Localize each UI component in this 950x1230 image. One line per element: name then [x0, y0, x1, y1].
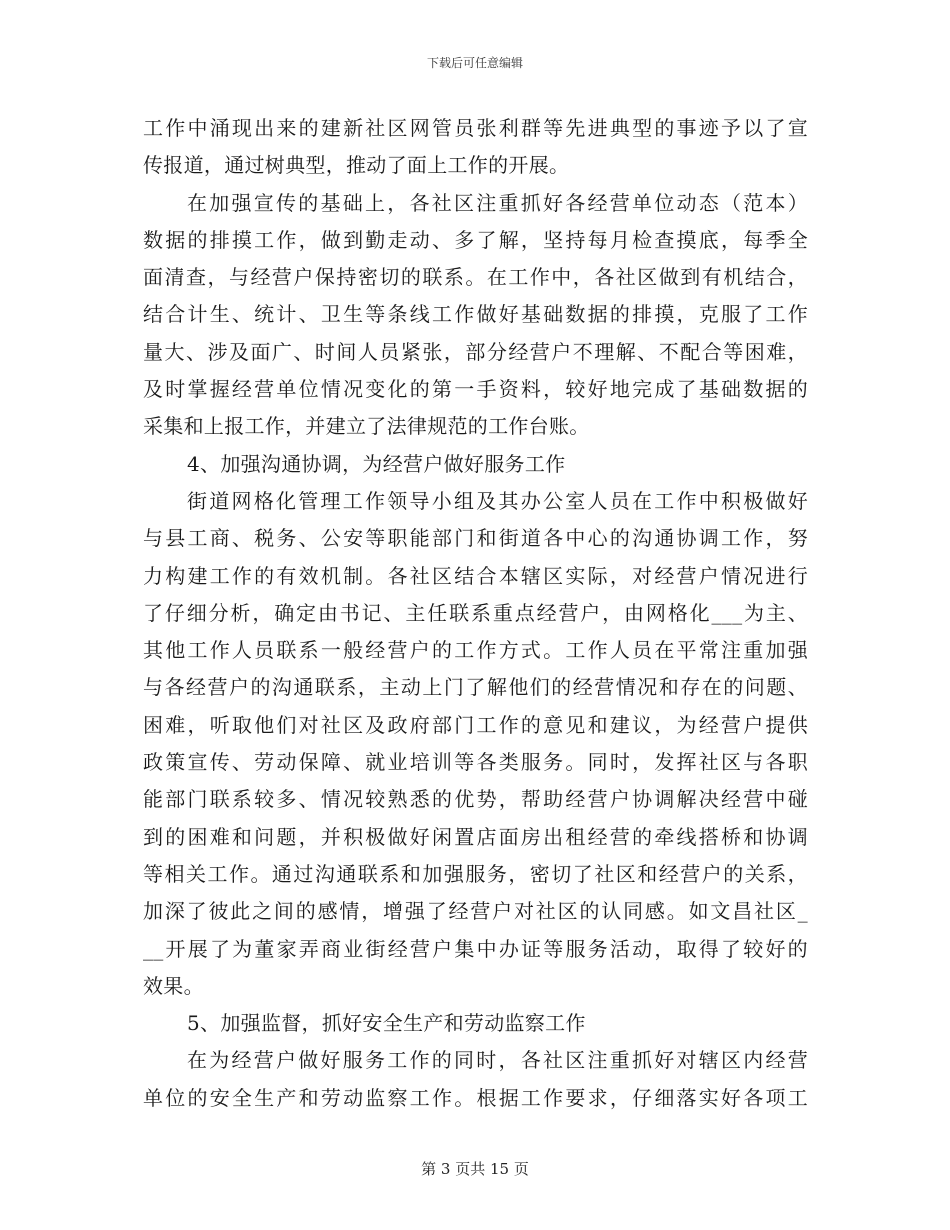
text-line: 面清查，与经营户保持密切的联系。在工作中，各社区做到有机结合，	[143, 265, 808, 290]
text-line: 采集和上报工作，并建立了法律规范的工作台账。	[143, 414, 590, 439]
text-line: 及时掌握经营单位情况变化的第一手资料，较好地完成了基础数据的	[143, 377, 808, 402]
text-line: 结合计生、统计、卫生等条线工作做好基础数据的排摸，克服了工作	[143, 302, 808, 327]
text-line: 量大、涉及面广、时间人员紧张，部分经营户不理解、不配合等困难，	[143, 339, 808, 364]
text-line: 与各经营户的沟通联系，主动上门了解他们的经营情况和存在的问题、	[143, 675, 808, 700]
text-line: 在为经营户做好服务工作的同时，各社区注重抓好对辖区内经营	[187, 1048, 808, 1073]
text-line: 加深了彼此之间的感情，增强了经营户对社区的认同感。如文昌社区_	[143, 899, 808, 924]
text-line: 街道网格化管理工作领导小组及其办公室人员在工作中积极做好	[187, 488, 808, 513]
text-line: 到的困难和问题，并积极做好闲置店面房出租经营的牵线搭桥和协调	[143, 824, 808, 849]
text-line: 能部门联系较多、情况较熟悉的优势，帮助经营户协调解决经营中碰	[143, 787, 808, 812]
text-line: 困难，听取他们对社区及政府部门工作的意见和建议，为经营户提供	[143, 712, 808, 737]
text-line: 单位的安全生产和劳动监察工作。根据工作要求，仔细落实好各项工	[143, 1085, 808, 1110]
text-line: 在加强宣传的基础上，各社区注重抓好各经营单位动态（范本）	[187, 190, 808, 215]
text-line: 与县工商、税务、公安等职能部门和街道各中心的沟通协调工作，努	[143, 526, 808, 551]
page-header: 下载后可任意编辑	[426, 56, 523, 70]
text-line: 其他工作人员联系一般经营户的工作方式。工作人员在平常注重加强	[143, 638, 808, 663]
text-line: 5、加强监督，抓好安全生产和劳动监察工作	[187, 1011, 586, 1036]
text-line: 等相关工作。通过沟通联系和加强服务，密切了社区和经营户的关系，	[143, 861, 808, 886]
text-line: 政策宣传、劳动保障、就业培训等各类服务。同时，发挥社区与各职	[143, 750, 808, 775]
text-line: 力构建工作的有效机制。各社区结合本辖区实际，对经营户情况进行	[143, 563, 808, 588]
text-line: __开展了为董家弄商业街经营户集中办证等服务活动，取得了较好的	[143, 936, 808, 961]
text-line: 了仔细分析，确定由书记、主任联系重点经营户，由网格化___为主、	[143, 600, 808, 625]
text-line: 传报道，通过树典型，推动了面上工作的开展。	[143, 153, 570, 178]
document-body	[143, 110, 808, 1117]
text-line: 数据的排摸工作，做到勤走动、多了解，坚持每月检查摸底，每季全	[143, 227, 808, 252]
text-line: 工作中涌现出来的建新社区网管员张利群等先进典型的事迹予以了宣	[143, 116, 808, 140]
text-line: 4、加强沟通协调，为经营户做好服务工作	[187, 451, 566, 476]
page-footer: 第 3 页共 15 页	[421, 1160, 529, 1178]
text-line: 效果。	[143, 973, 204, 998]
